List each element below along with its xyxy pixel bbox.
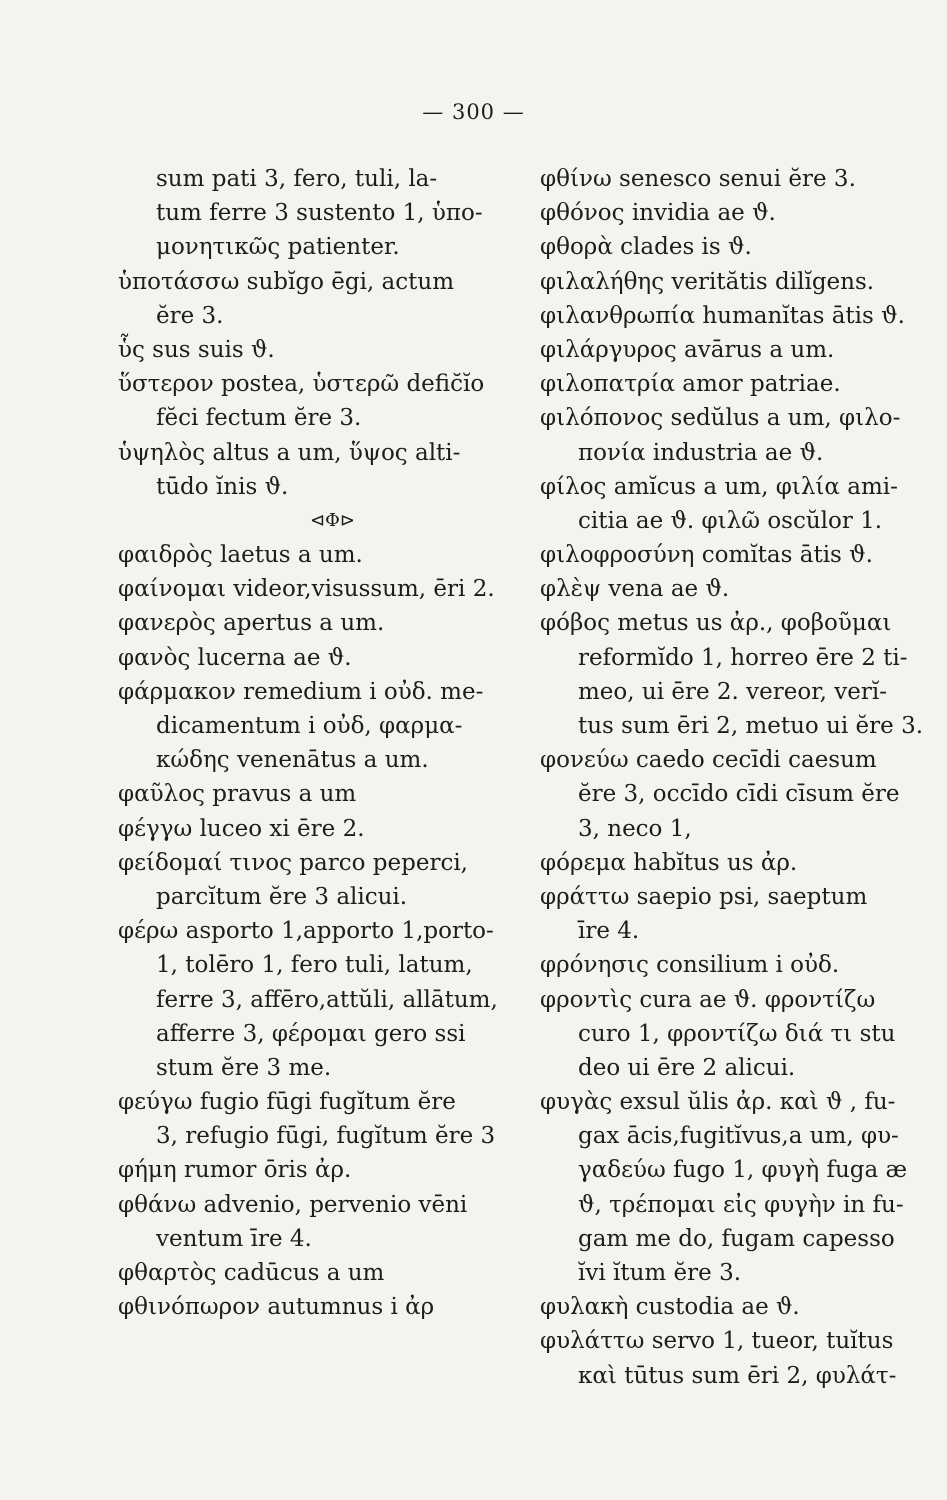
- page-number: — 300 —: [422, 100, 525, 124]
- entry-line: gam me do, fugam capesso: [578, 1225, 895, 1252]
- entry-line: ferre 3, affēro,attŭli, allātum,: [156, 986, 498, 1013]
- entry-line: ĭvi ĭtum ĕre 3.: [578, 1260, 742, 1286]
- entry-line: μονητικῶς patienter.: [156, 234, 400, 261]
- entry-line: φυγὰς exsul ŭlis ἀρ. καὶ ϑ , fu-: [540, 1089, 896, 1116]
- entry-line: 1, tolēro 1, fero tuli, latum,: [156, 952, 473, 979]
- entry-line: φυλακὴ custodia ae ϑ.: [540, 1294, 800, 1321]
- entry-line: φονεύω caedo cecīdi caesum: [540, 747, 877, 774]
- entry-line: φίλος amĭcus a um, φιλία ami-: [540, 473, 898, 500]
- section-ornament: ⊲Φ⊳: [310, 509, 355, 531]
- entry-line: ὑποτάσσω subĭgo ēgi, actum: [118, 268, 455, 295]
- entry-line: ὑψηλὸς altus a um, ὕψος alti-: [118, 439, 461, 466]
- entry-line: φιλανθρωπία humanĭtas ātis ϑ.: [540, 302, 905, 329]
- entry-line: tus sum ēri 2, metuo ui ĕre 3.: [578, 713, 924, 739]
- entry-line: ϑ, τρέπομαι εἰς φυγὴν in fu-: [578, 1191, 904, 1218]
- entry-line: ὕστερον postea, ὑστερῶ defic̆ĭo: [118, 371, 485, 398]
- entry-line: tum ferre 3 sustento 1, ὑπο-: [156, 200, 483, 227]
- entry-line: ventum īre 4.: [156, 1225, 312, 1252]
- entry-line: sum pati 3, fero, tuli, la-: [156, 166, 438, 192]
- entry-line: φρόνησις consilium i οὐδ.: [540, 952, 840, 979]
- entry-line: afferre 3, φέρομαι gero ssi: [156, 1020, 466, 1047]
- entry-line: φόβος metus us ἀρ., φοβοῦμαι: [540, 610, 892, 637]
- entry-line: φέγγω luceo xi ēre 2.: [118, 815, 365, 842]
- right-column: [540, 162, 940, 1393]
- entry-line: φαιδρὸς laetus a um.: [118, 542, 363, 569]
- entry-line: φείδομαί τινος parco peperci,: [118, 849, 468, 876]
- entry-line: φθάνω advenio, pervenio vēni: [118, 1191, 468, 1218]
- entry-line: φθορὰ clades is ϑ.: [540, 234, 752, 261]
- entry-line: καὶ tūtus sum ēri 2, φυλάτ-: [578, 1362, 897, 1389]
- entry-line: ĕre 3.: [156, 302, 224, 329]
- entry-line: tūdo ĭnis ϑ.: [156, 473, 289, 500]
- entry-line: φιλαλήθης veritătis dilĭgens.: [540, 268, 875, 295]
- entry-line: deo ui ēre 2 alicui.: [578, 1054, 796, 1081]
- entry-line: φάρμακον remedium i οὐδ. me-: [118, 678, 484, 705]
- entry-line: φιλοπατρία amor patriae.: [540, 371, 841, 398]
- entry-line: φανὸς lucerna ae ϑ.: [118, 644, 352, 671]
- entry-line: φθαρτὸς cadūcus a um: [118, 1260, 385, 1286]
- entry-line: φεύγω fugio fūgi fugĭtum ĕre: [118, 1089, 456, 1116]
- entry-line: γαδεύω fugo 1, φυγὴ fuga æ: [578, 1157, 908, 1184]
- entry-line: ĕre 3, occīdo cīdi cīsum ĕre: [578, 781, 900, 808]
- entry-line: parcĭtum ĕre 3 alicui.: [156, 883, 408, 910]
- entry-line: πονία industria ae ϑ.: [578, 439, 824, 466]
- entry-line: φλὲψ vena ae ϑ.: [540, 576, 730, 603]
- entry-line: φθινόπωρον autumnus i ἀρ: [118, 1294, 435, 1321]
- entry-line: φαίνομαι videor,visussum, ēri 2.: [118, 576, 495, 603]
- entry-line: φιλοφροσύνη comĭtas ātis ϑ.: [540, 542, 873, 569]
- entry-line: κώδης venenātus a um.: [156, 747, 429, 774]
- entry-line: φανερὸς apertus a um.: [118, 610, 385, 637]
- entry-line: 3, refugio fūgi, fugĭtum ĕre 3: [156, 1123, 496, 1150]
- entry-line: citia ae ϑ. φιλῶ oscŭlor 1.: [578, 507, 883, 534]
- entry-line: gax ācis,fugitĭvus,a um, φυ-: [578, 1123, 899, 1150]
- entry-line: 3, neco 1,: [578, 815, 692, 842]
- entry-line: dicamentum i οὐδ, φαρμα-: [156, 713, 463, 739]
- left-column: [118, 162, 528, 1324]
- entry-line: φήμη rumor ōris ἀρ.: [118, 1157, 352, 1184]
- entry-line: φαῦλος pravus a um: [118, 781, 357, 808]
- entry-line: curo 1, φροντίζω διά τι stu: [578, 1020, 896, 1047]
- entry-line: φράττω saepio psi, saeptum: [540, 883, 868, 910]
- entry-line: φιλάργυρος avārus a um.: [540, 336, 835, 363]
- entry-line: īre 4.: [578, 918, 640, 945]
- entry-line: ὗς sus suis ϑ.: [118, 336, 275, 363]
- entry-line: φθόνος invidia ae ϑ.: [540, 200, 776, 227]
- entry-line: φιλόπονος sedŭlus a um, φιλο-: [540, 405, 901, 432]
- entry-line: φυλάττω servo 1, tueor, tuĭtus: [540, 1328, 894, 1355]
- entry-line: stum ĕre 3 me.: [156, 1054, 332, 1081]
- entry-line: φροντὶς cura ae ϑ. φροντίζω: [540, 986, 876, 1013]
- entry-line: φέρω asporto 1,apporto 1,porto-: [118, 918, 494, 945]
- entry-line: fĕci fectum ĕre 3.: [156, 405, 362, 432]
- entry-line: reformĭdo 1, horreo ēre 2 ti-: [578, 644, 908, 671]
- entry-line: meo, ui ēre 2. vereor, verĭ-: [578, 678, 888, 705]
- entry-line: φθίνω senesco senui ĕre 3.: [540, 166, 856, 192]
- entry-line: φόρεμα habĭtus us ἀρ.: [540, 849, 798, 876]
